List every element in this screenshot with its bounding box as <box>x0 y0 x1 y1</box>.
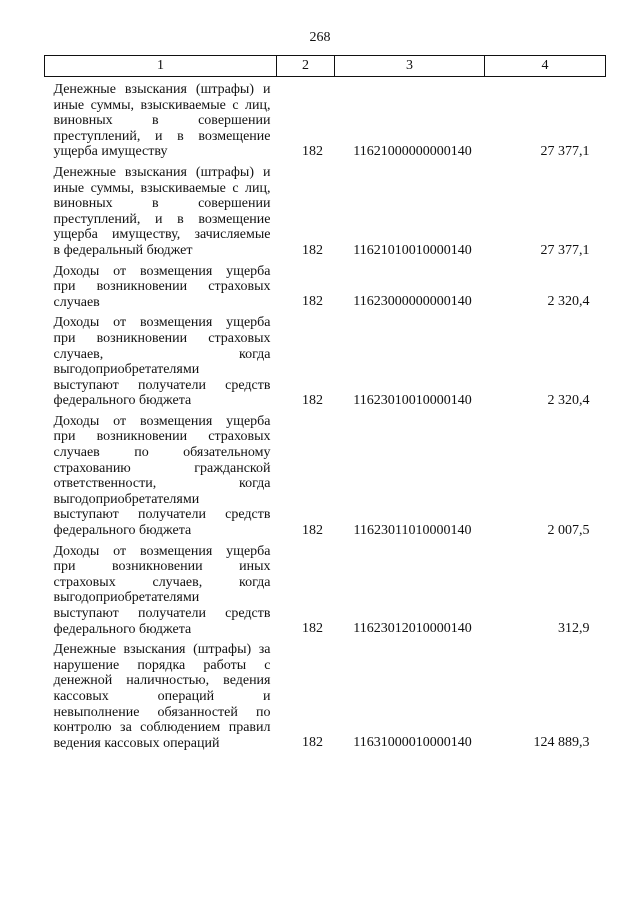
budget-classification-code: 11623000000000140 <box>353 294 472 310</box>
description-line: выступают получатели средств <box>53 507 271 523</box>
description-line: ущерба имуществу <box>53 144 168 160</box>
revenue-description <box>45 409 277 539</box>
description-line: страховых случаев, когда <box>53 574 271 590</box>
description-line: невыполнение обязанностей по <box>53 704 271 720</box>
table-row <box>45 637 606 751</box>
description-line: денежной наличностью, ведения <box>53 673 271 689</box>
administrator-code: 182 <box>302 143 323 159</box>
revenue-description <box>45 259 277 311</box>
administrator-code: 182 <box>302 735 323 751</box>
description-line: Денежные взыскания (штрафы) и <box>53 164 271 180</box>
description-line: выгодоприобретателями <box>53 491 200 507</box>
description-line: ущерба имуществу, зачисляемые <box>53 227 271 243</box>
budget-classification-code: 11623010010000140 <box>353 392 472 408</box>
page-number: 268 <box>309 30 331 45</box>
budget-revenue-table <box>44 55 606 751</box>
administrator-code: 182 <box>302 242 323 258</box>
description-line: федерального бюджета <box>53 621 192 637</box>
table-row <box>45 310 606 409</box>
column-header-2: 2 <box>277 56 335 77</box>
table-header-row <box>45 56 606 77</box>
administrator-code: 182 <box>302 522 323 538</box>
description-line: при возникновении иных <box>53 559 271 575</box>
description-line: случаев по обязательному <box>53 445 271 461</box>
column-header-4: 4 <box>485 56 606 77</box>
table-row <box>45 77 606 160</box>
description-line: ответственности, когда <box>53 476 271 492</box>
amount-value: 27 377,1 <box>540 143 590 159</box>
amount-value: 2 320,4 <box>547 294 590 310</box>
amount-value: 124 889,3 <box>533 735 590 751</box>
description-line: контролю за соблюдением правил <box>53 720 271 736</box>
amount-value: 27 377,1 <box>540 242 590 258</box>
amount-value: 2 007,5 <box>547 522 590 538</box>
budget-classification-code: 11623012010000140 <box>353 621 472 637</box>
revenue-description <box>45 77 277 160</box>
budget-classification-code: 11631000010000140 <box>353 735 472 751</box>
description-line: Доходы от возмещения ущерба <box>53 543 271 559</box>
description-line: случаев <box>53 294 100 310</box>
description-line: федерального бюджета <box>53 393 192 409</box>
description-line: страхованию гражданской <box>53 460 271 476</box>
description-line: ведения кассовых операций <box>53 735 220 751</box>
column-header-1: 1 <box>45 56 277 77</box>
administrator-code: 182 <box>302 392 323 408</box>
description-line: федерального бюджета <box>53 523 192 539</box>
description-line: случаев, когда <box>53 346 271 362</box>
table-row <box>45 259 606 311</box>
description-line: виновных в совершении <box>53 113 271 129</box>
budget-classification-code: 11621010010000140 <box>353 242 472 258</box>
description-line: иные суммы, взыскиваемые с лиц, <box>53 97 271 113</box>
revenue-description <box>45 637 277 751</box>
table-row <box>45 160 606 259</box>
description-line: Доходы от возмещения ущерба <box>53 315 271 331</box>
description-line: выгодоприобретателями <box>53 590 200 606</box>
description-line: выступают получатели средств <box>53 606 271 621</box>
description-line: при возникновении страховых <box>53 429 271 445</box>
description-line: в федеральный бюджет <box>53 242 193 258</box>
table-row <box>45 539 606 638</box>
description-line: выгодоприобретателями <box>53 362 200 378</box>
revenue-description <box>45 160 277 259</box>
budget-classification-code: 11623011010000140 <box>353 522 472 538</box>
description-line: иные суммы, взыскиваемые с лиц, <box>53 180 271 196</box>
amount-value: 312,9 <box>558 621 590 637</box>
revenue-description <box>45 539 277 638</box>
description-line: Доходы от возмещения ущерба <box>53 413 271 429</box>
description-line: преступлений, и в возмещение <box>53 211 271 227</box>
table-row <box>45 409 606 539</box>
description-line: виновных в совершении <box>53 196 271 212</box>
description-line: преступлений, и в возмещение <box>53 128 271 144</box>
administrator-code: 182 <box>302 621 323 637</box>
description-line: Денежные взыскания (штрафы) и <box>53 82 271 97</box>
table-body <box>45 77 606 752</box>
administrator-code: 182 <box>302 294 323 310</box>
description-line: при возникновении страховых <box>53 330 271 346</box>
revenue-description <box>45 310 277 409</box>
description-line: Доходы от возмещения ущерба <box>53 263 271 279</box>
amount-value: 2 320,4 <box>547 392 590 408</box>
budget-classification-code: 11621000000000140 <box>353 143 472 159</box>
description-line: выступают получатели средств <box>53 377 271 393</box>
column-header-3: 3 <box>335 56 485 77</box>
description-line: нарушение порядка работы с <box>53 657 271 673</box>
description-line: кассовых операций и <box>53 688 271 704</box>
description-line: Денежные взыскания (штрафы) за <box>53 642 271 658</box>
description-line: при возникновении страховых <box>53 279 271 295</box>
